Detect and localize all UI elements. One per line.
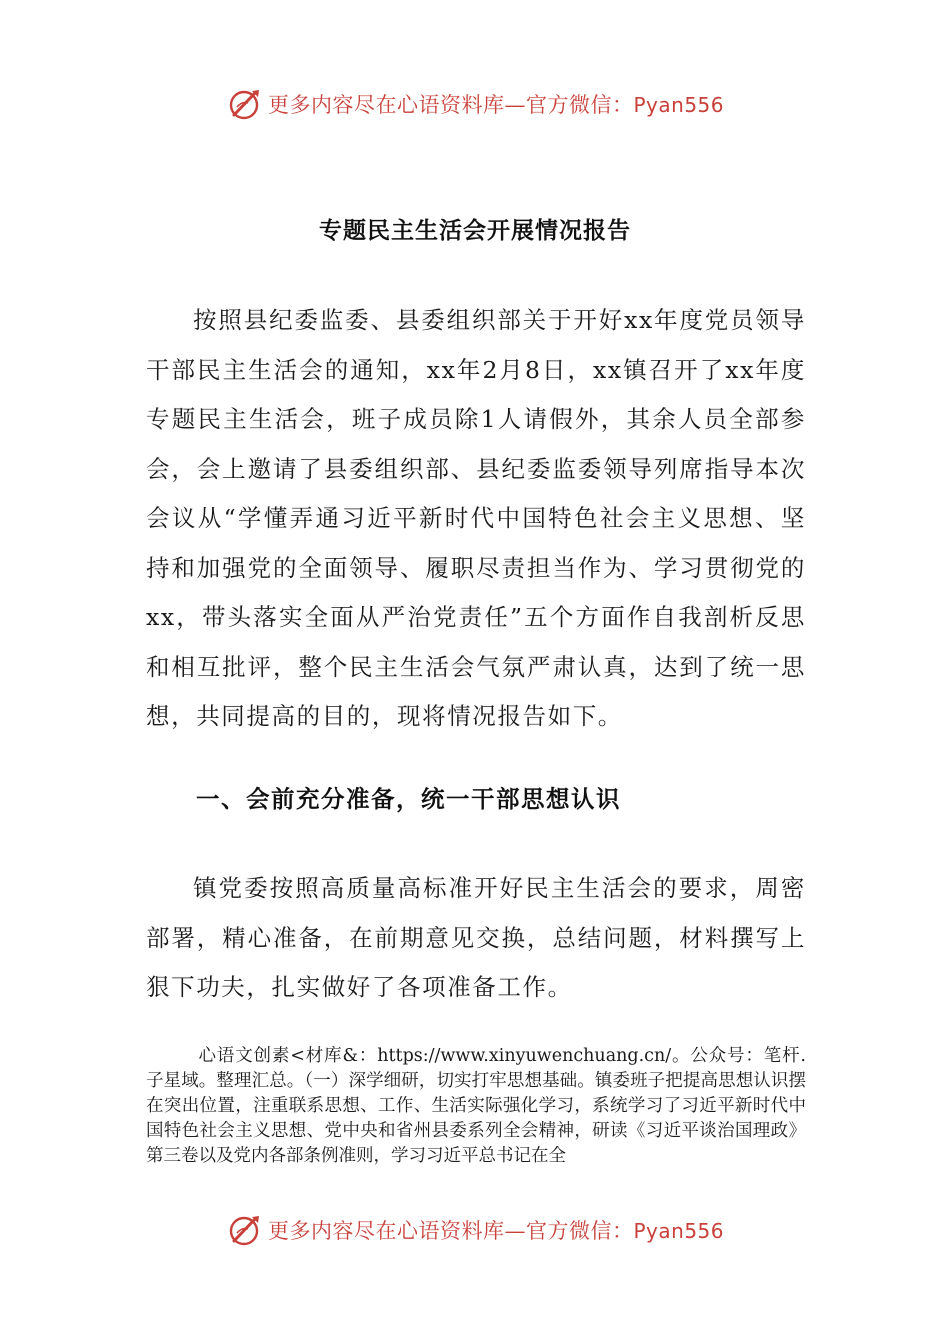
wechat-id: Pyan556 <box>633 93 725 117</box>
watermark-text: 更多内容尽在心语资料库—官方微信：Pyan556 <box>268 93 725 117</box>
watermark-banner-top <box>0 84 950 124</box>
section-1-paragraph: 镇党委按照高质量高标准开好民主生活会的要求，周密部署，精心准备，在前期意见交换，总结问题，材料撰写上狠下功夫，扎实做好了各项准备工作。 <box>146 874 806 1001</box>
document-title: 专题民主生活会开展情况报告 <box>319 218 631 244</box>
watermark-text: 更多内容尽在心语资料库—官方微信：Pyan556 <box>268 1219 725 1243</box>
watermark-banner-bottom <box>0 1210 950 1250</box>
wechat-id: Pyan556 <box>633 1219 725 1243</box>
section-1-detail-paragraph: 心语文创素<材库&：https://www.xinyuwenchuang.cn/。公众号：笔杆.子星域。整理汇总。（一）深学细研，切实打牢思想基础。镇委班子把提高思想认识摆在突出位置，注重联系思想、工作、生活实际强化学习，系统学习了习近平新时代中国特色社会主义思想、党中央和省州县委系列全会精神，研读《习近平谈治国理政》第三卷以及党内各部条例准则，学习习近平总书记在全 <box>146 1046 806 1166</box>
section-heading-1: 一、会前充分准备，统一干部思想认识 <box>196 785 621 813</box>
intro-paragraph: 按照县纪委监委、县委组织部关于开好xx年度党员领导干部民主生活会的通知，xx年2月8日，xx镇召开了xx年度专题民主生活会，班子成员除1人请假外，其余人员全部参会，会上邀请了县委组织部、县纪委监委领导列席指导本次会议从“学懂弄通习近平新时代中国特色社会主义思想、坚持和加强党的全面领导、履职尽责担当作为、学习贯彻党的xx，带头落实全面从严治党责任”五个方面作自我剖析反思和相互批评，整个民主生活会气氛严肃认真，达到了统一思想，共同提高的目的，现将情况报告如下。 <box>146 306 806 730</box>
pen-logo-icon <box>228 1213 262 1247</box>
pen-logo-icon <box>228 87 262 121</box>
